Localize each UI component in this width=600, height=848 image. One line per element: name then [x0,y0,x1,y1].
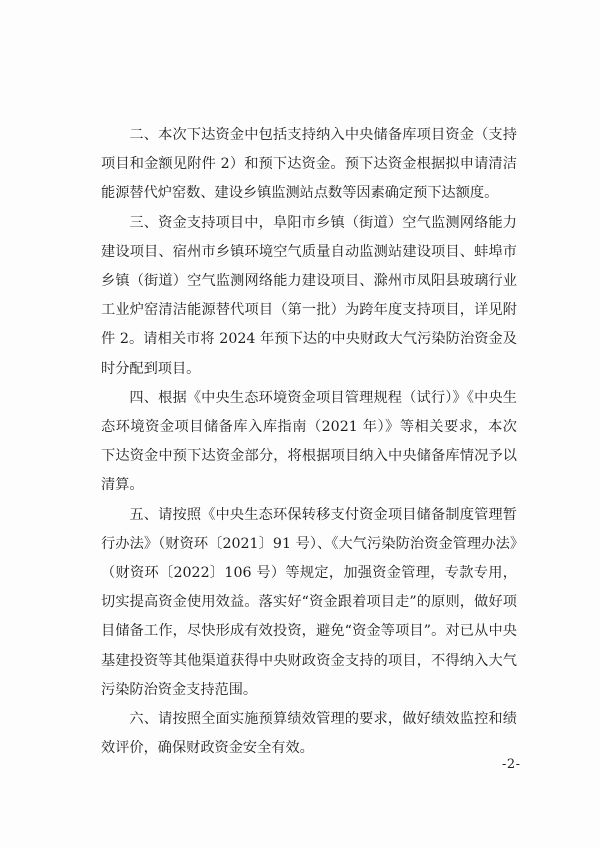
paragraph-5-fund-management: 五、请按照《中央生态环保转移支付资金项目储备制度管理暂行办法》（财资环〔2021〕91 号）、《大气污染防治资金管理办法》（财资环〔2022〕106 号）等规定，加强资金管理，专款专用，切实提高资金使用效益。落实好“资金跟着项目走”的原则，做好项目储备工作，尽快形成有效投资，避免“资金等项目”。对已从中央基建投资等其他渠道获得中央财政资金支持的项目，不得纳入大气污染防治资金支持范围。 [101,506,517,698]
paragraph-6-performance: 六、请按照全面实施预算绩效管理的要求，做好绩效监控和绩效评价，确保财政资金安全有效。 [101,711,517,757]
document-body [101,121,517,763]
paragraph-3-supported-projects: 三、资金支持项目中，阜阳市乡镇（街道）空气监测网络能力建设项目、宿州市乡镇环境空气质量自动监测站建设项目、蚌埠市乡镇（街道）空气监测网络能力建设项目、滁州市凤阳县玻璃行业工业炉窑清洁能源替代项目（第一批）为跨年度支持项目，详见附件 2。请相关市将 2024 年预下达的中央财政大气污染防治资金及时分配到项目。 [101,214,517,377]
paragraph-4-settlement: 四、根据《中央生态环境资金项目管理规程（试行）》《中央生态环境资金项目储备库入库指南（2021 年）》等相关要求，本次下达资金中预下达资金部分，将根据项目纳入中央储备库情况予以清算。 [101,389,517,494]
paragraph-2-reserve-funds: 二、本次下达资金中包括支持纳入中央储备库项目资金（支持项目和金额见附件 2）和预下达资金。预下达资金根据拟申请清洁能源替代炉窑数、建设乡镇监测站点数等因素确定预下达额度。 [101,127,517,202]
page-number: -2- [502,757,521,772]
